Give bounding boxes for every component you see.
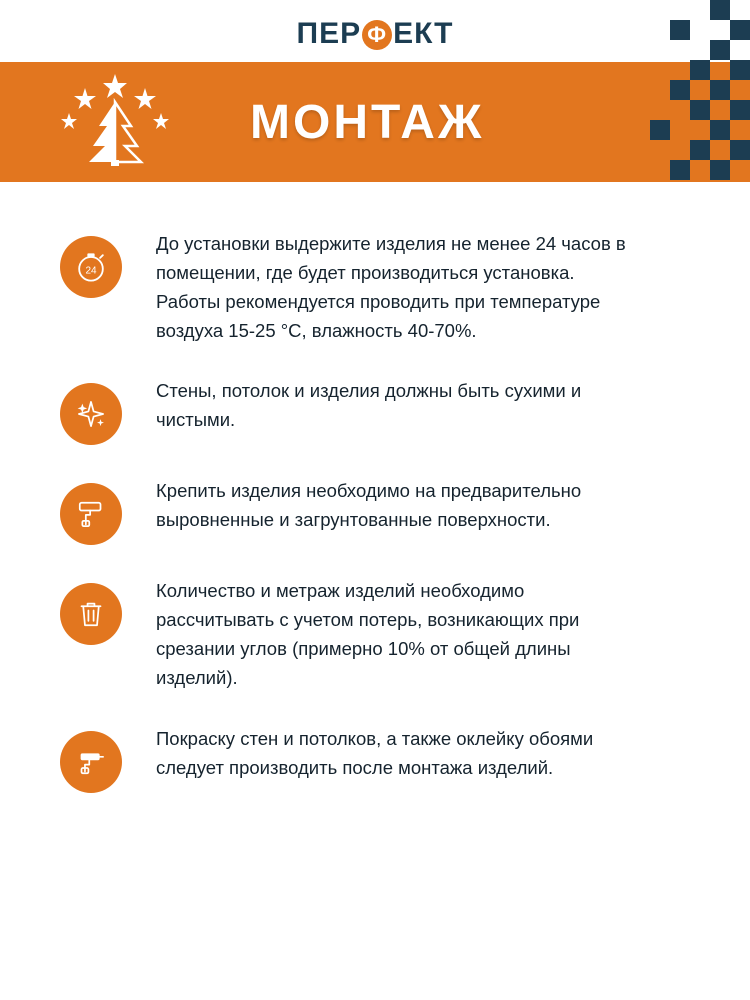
brand-logo-mark-icon: Ф xyxy=(362,20,392,50)
trash-bin-icon xyxy=(60,583,122,645)
paint-roller-wall-icon xyxy=(60,731,122,793)
page-title: МОНТАЖ xyxy=(250,95,485,149)
tree-with-stars-emblem-icon xyxy=(55,72,175,172)
instructions-list xyxy=(0,182,750,793)
list-item-text: Количество и метраж изделий необходимо рассчитывать с учетом потерь, возникающих при срезании углов (примерно 10% от общей длины изделий). xyxy=(156,580,580,689)
brand-logo xyxy=(297,17,454,51)
list-item xyxy=(60,723,690,793)
brand-name-part1: ПЕР xyxy=(296,17,362,50)
list-item-text: Стены, потолок и изделия должны быть сухими и чистыми. xyxy=(156,380,582,431)
list-item xyxy=(60,475,690,545)
list-item-text: До установки выдержите изделия не менее 24 часов в помещении, где будет производиться установка. Работы рекомендуется проводить при температуре воздуха 15-25 °С, влажность 40-70%. xyxy=(156,233,626,341)
stopwatch-24h-icon xyxy=(60,236,122,298)
brand-name-part2: ЕКТ xyxy=(393,17,454,50)
page-header xyxy=(0,62,750,182)
list-item-text: Покраску стен и потолков, а также оклейку обоями следует производить после монтажа изделий. xyxy=(156,727,594,778)
svg-text:24: 24 xyxy=(85,265,97,277)
list-item xyxy=(60,575,690,692)
sparkle-clean-icon xyxy=(60,383,122,445)
list-item xyxy=(60,228,690,345)
list-item xyxy=(60,375,690,445)
logo-bar xyxy=(0,0,750,62)
paint-roller-icon xyxy=(60,483,122,545)
list-item-text: Крепить изделия необходимо на предварительно выровненные и загрунтованные поверхности. xyxy=(156,480,582,531)
